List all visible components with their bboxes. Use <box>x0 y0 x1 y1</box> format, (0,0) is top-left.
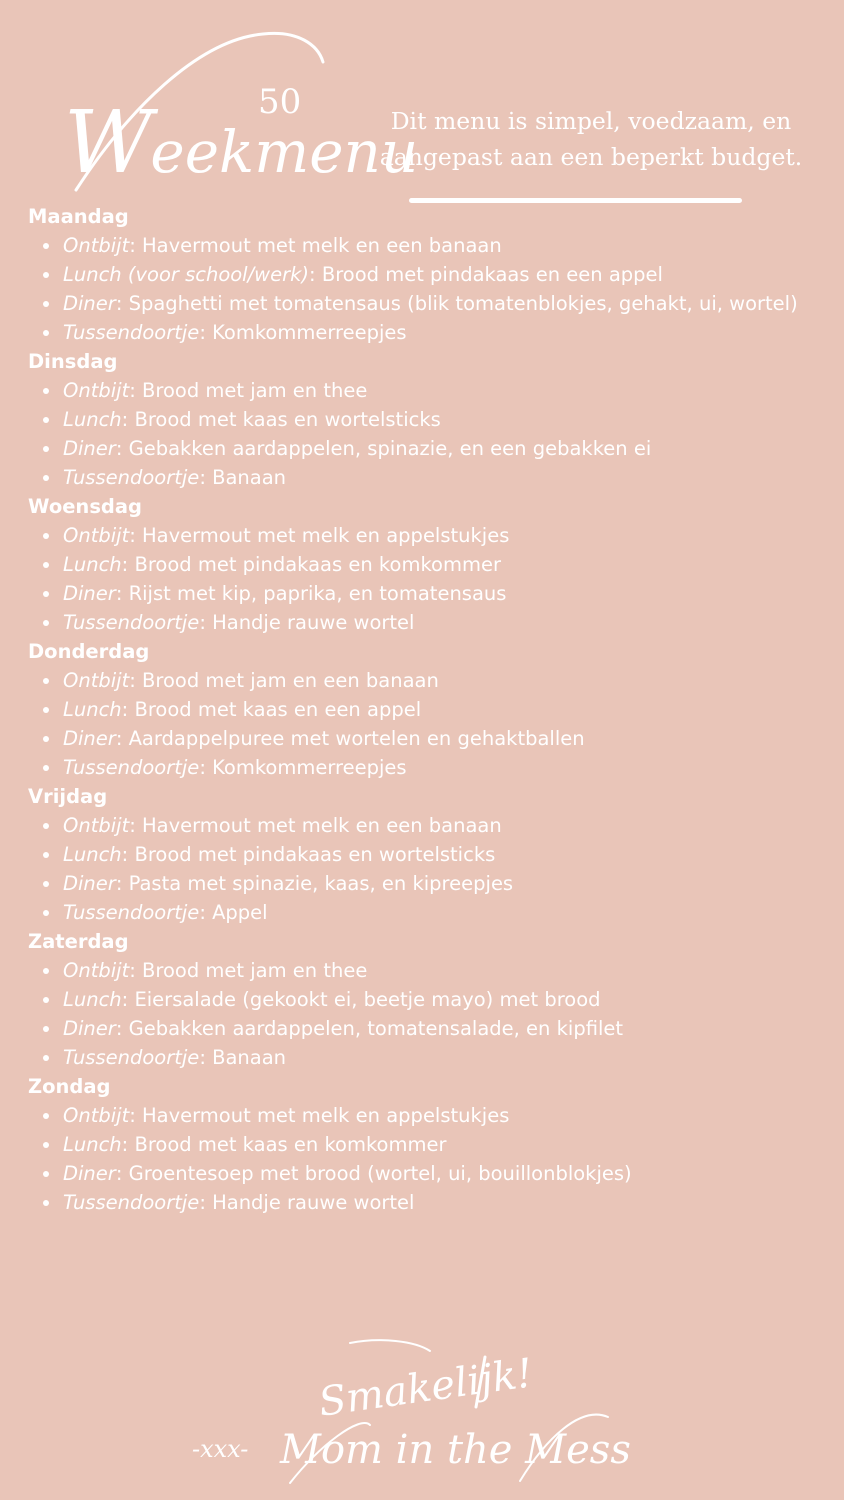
meal-label: Diner <box>63 1017 116 1040</box>
meal-label: Ontbijt <box>63 814 130 837</box>
meal-description: : Komkommerreepjes <box>199 321 407 344</box>
meal-item <box>63 550 818 579</box>
meal-item <box>63 1014 818 1043</box>
day-section-donderdag <box>28 637 818 782</box>
title-number: 50 <box>258 82 302 122</box>
day-heading: Zaterdag <box>28 930 129 953</box>
meal-item <box>63 608 818 637</box>
meal-label: Diner <box>63 872 116 895</box>
meal-label: Lunch <box>63 553 122 576</box>
meal-description: : Handje rauwe wortel <box>199 1191 415 1214</box>
meal-item <box>63 985 818 1014</box>
meal-item <box>63 1188 818 1217</box>
meal-description: : Havermout met melk en een banaan <box>129 234 502 257</box>
meal-description: : Komkommerreepjes <box>199 756 407 779</box>
day-section-woensdag <box>28 492 818 637</box>
title-rest: eekmenu <box>150 118 419 186</box>
day-heading: Maandag <box>28 205 129 228</box>
meal-description: : Eiersalade (gekookt ei, beetje mayo) met brood <box>121 988 601 1011</box>
meal-item <box>63 840 818 869</box>
meal-description: : Brood met kaas en komkommer <box>121 1133 447 1156</box>
meal-item <box>63 753 818 782</box>
meal-label: Tussendoortje <box>63 901 200 924</box>
title-initial: W <box>64 93 151 193</box>
meal-description: : Handje rauwe wortel <box>199 611 415 634</box>
meal-item <box>63 695 818 724</box>
meal-item <box>63 1130 818 1159</box>
meal-item <box>63 666 818 695</box>
meal-description: : Pasta met spinazie, kaas, en kipreepjes <box>115 872 514 895</box>
meal-list <box>28 811 818 927</box>
day-section-dinsdag <box>28 347 818 492</box>
meal-label: Ontbijt <box>63 379 130 402</box>
meal-description: : Spaghetti met tomatensaus (blik tomatenblokjes, gehakt, ui, wortel) <box>115 292 798 315</box>
meal-description: : Appel <box>199 901 268 924</box>
meal-description: : Brood met pindakaas en wortelsticks <box>121 843 496 866</box>
meal-label: Ontbijt <box>63 1104 130 1127</box>
meal-description: : Brood met kaas en wortelsticks <box>121 408 441 431</box>
day-section-maandag <box>28 202 818 347</box>
meal-item <box>63 521 818 550</box>
meal-list <box>28 376 818 492</box>
meal-label: Lunch <box>63 698 122 721</box>
meal-label: Tussendoortje <box>63 321 200 344</box>
meal-item <box>63 579 818 608</box>
meal-label: Diner <box>63 292 116 315</box>
meal-description: : Brood met jam en een banaan <box>129 669 439 692</box>
meal-label: Lunch <box>63 988 122 1011</box>
meal-list <box>28 521 818 637</box>
meal-label: Lunch (voor school/werk) <box>63 263 310 286</box>
meal-item <box>63 434 818 463</box>
signature-footer <box>180 1335 650 1495</box>
meal-label: Ontbijt <box>63 669 130 692</box>
day-heading: Woensdag <box>28 495 143 518</box>
meal-list <box>28 956 818 1072</box>
meal-description: : Brood met jam en thee <box>129 379 368 402</box>
meal-label: Ontbijt <box>63 959 130 982</box>
meal-label: Tussendoortje <box>63 611 200 634</box>
meal-description: : Banaan <box>199 1046 287 1069</box>
day-heading: Zondag <box>28 1075 111 1098</box>
weekmenu-title-logo <box>48 20 419 205</box>
tagline-line-1: Dit menu is simpel, voedzaam, en <box>390 107 792 135</box>
meal-description: : Brood met jam en thee <box>129 959 368 982</box>
meal-label: Diner <box>63 437 116 460</box>
meal-description: : Havermout met melk en appelstukjes <box>129 524 510 547</box>
meal-item <box>63 1043 818 1072</box>
meal-description: : Gebakken aardappelen, spinazie, en een gebakken ei <box>115 437 652 460</box>
meal-list <box>28 231 818 347</box>
week-menu <box>28 202 818 1217</box>
meal-item <box>63 1159 818 1188</box>
day-heading: Vrijdag <box>28 785 108 808</box>
meal-label: Lunch <box>63 408 122 431</box>
signoff-prefix: -xxx- <box>192 1435 249 1463</box>
meal-description: : Banaan <box>199 466 287 489</box>
day-heading: Donderdag <box>28 640 150 663</box>
meal-label: Lunch <box>63 843 122 866</box>
meal-list <box>28 1101 818 1217</box>
tagline <box>376 103 806 175</box>
meal-item <box>63 1101 818 1130</box>
meal-label: Lunch <box>63 1133 122 1156</box>
meal-item <box>63 289 818 318</box>
day-heading: Dinsdag <box>28 350 118 373</box>
meal-description: : Brood met pindakaas en komkommer <box>121 553 501 576</box>
meal-description: : Aardappelpuree met wortelen en gehaktballen <box>115 727 585 750</box>
meal-item <box>63 463 818 492</box>
meal-item <box>63 231 818 260</box>
meal-label: Tussendoortje <box>63 1046 200 1069</box>
greeting-text: Smakelijk! <box>315 1350 536 1426</box>
meal-label: Diner <box>63 727 116 750</box>
title-word <box>64 93 419 193</box>
day-section-vrijdag <box>28 782 818 927</box>
signature-name: Mom in the Mess <box>280 1427 631 1473</box>
meal-label: Diner <box>63 1162 116 1185</box>
meal-item <box>63 376 818 405</box>
meal-description: : Havermout met melk en appelstukjes <box>129 1104 510 1127</box>
meal-label: Ontbijt <box>63 234 130 257</box>
meal-label: Diner <box>63 582 116 605</box>
meal-item <box>63 956 818 985</box>
meal-list <box>28 666 818 782</box>
meal-description: : Brood met pindakaas en een appel <box>309 263 663 286</box>
meal-item <box>63 898 818 927</box>
day-section-zondag <box>28 1072 818 1217</box>
header <box>0 0 844 210</box>
meal-description: : Groentesoep met brood (wortel, ui, bouillonblokjes) <box>115 1162 632 1185</box>
meal-label: Tussendoortje <box>63 756 200 779</box>
meal-item <box>63 869 818 898</box>
meal-label: Tussendoortje <box>63 1191 200 1214</box>
meal-label: Ontbijt <box>63 524 130 547</box>
meal-item <box>63 405 818 434</box>
tagline-line-2: aangepast aan een beperkt budget. <box>379 143 803 171</box>
meal-label: Tussendoortje <box>63 466 200 489</box>
day-section-zaterdag <box>28 927 818 1072</box>
meal-item <box>63 811 818 840</box>
meal-description: : Gebakken aardappelen, tomatensalade, en kipfilet <box>115 1017 624 1040</box>
meal-item <box>63 260 818 289</box>
meal-description: : Havermout met melk en een banaan <box>129 814 502 837</box>
meal-item <box>63 724 818 753</box>
meal-description: : Rijst met kip, paprika, en tomatensaus <box>115 582 507 605</box>
meal-item <box>63 318 818 347</box>
meal-description: : Brood met kaas en een appel <box>121 698 422 721</box>
